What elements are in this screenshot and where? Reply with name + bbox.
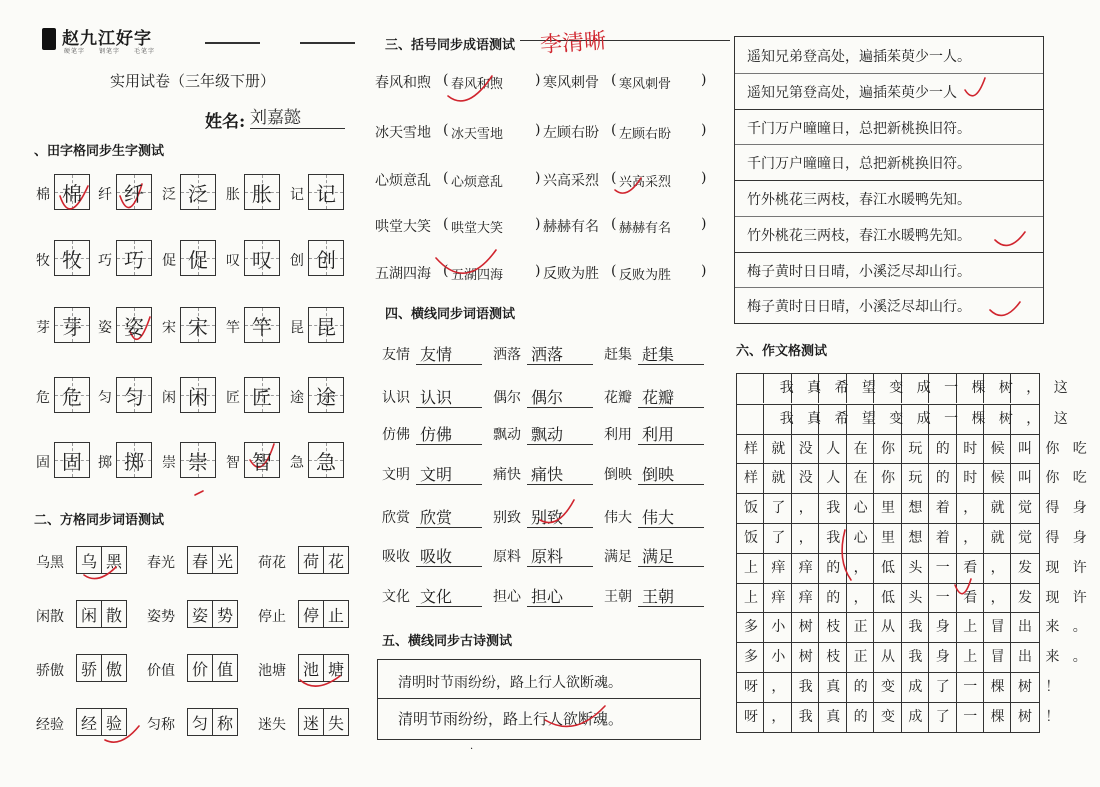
printed-word: 利用 (604, 427, 632, 443)
handwritten-idiom[interactable]: 冰天雪地 (451, 127, 504, 142)
poem-printed-line: 清明时节雨纷纷，路上行人欲断魂。 (398, 675, 622, 691)
fangge-cell: 光 (212, 546, 238, 574)
handwritten-word[interactable]: 别致 (531, 508, 564, 527)
tianzige-box[interactable] (54, 307, 90, 343)
handwritten-idiom[interactable]: 赫赫有名 (619, 221, 672, 236)
left-paren: ( (611, 170, 617, 186)
red-check-mark (436, 250, 496, 273)
left-paren: ( (443, 216, 449, 232)
fangge-cell: 春 (187, 546, 213, 574)
printed-char: 昆 (290, 320, 304, 336)
right-paren: ) (701, 122, 707, 138)
page-mark: · (470, 744, 474, 755)
composition-written-text: 多小树枝正从我身上冒出来。 (744, 649, 1100, 666)
printed-idiom: 春风和煦 (375, 75, 431, 91)
printed-char: 牧 (36, 253, 50, 269)
handwritten-idiom[interactable]: 哄堂大笑 (451, 221, 504, 236)
printed-idiom: 冰天雪地 (375, 125, 431, 141)
handwritten-word[interactable]: 倒映 (642, 465, 675, 484)
composition-printed-text: 饭了，我心里想着，就觉得身 (744, 500, 1100, 517)
handwritten-char: 叹 (252, 247, 272, 272)
printed-char: 危 (36, 390, 50, 406)
handwritten-char: 掷 (124, 449, 144, 474)
red-check-mark (995, 232, 1025, 245)
tianzige-box[interactable] (180, 377, 216, 413)
handwritten-char: 匠 (252, 384, 272, 409)
handwritten-word[interactable]: 仿佛 (420, 425, 453, 444)
handwritten-char: 牧 (62, 247, 82, 272)
tianzige-box[interactable] (180, 240, 216, 276)
tianzige-box[interactable] (308, 240, 344, 276)
printed-char: 急 (290, 455, 304, 471)
handwritten-idiom[interactable]: 兴高采烈 (619, 175, 672, 190)
handwritten-char: 崇 (188, 449, 208, 474)
handwritten-char: 固 (62, 449, 82, 474)
fangge-cell: 称 (212, 708, 238, 736)
tianzige-box[interactable] (54, 174, 90, 210)
composition-printed-text: 上痒痒的，低头一看，发现许 (744, 559, 1100, 576)
handwritten-word[interactable]: 伟大 (642, 508, 675, 527)
printed-word: 满足 (604, 549, 632, 565)
handwritten-char: 姿 (124, 314, 144, 339)
tianzige-box[interactable] (180, 307, 216, 343)
fangge-cell: 失 (323, 708, 349, 736)
left-paren: ( (611, 122, 617, 138)
right-paren: ) (701, 216, 707, 232)
composition-printed-text: 呀，我真的变成了一棵树！ (744, 679, 1073, 695)
handwritten-idiom[interactable]: 寒风刺骨 (619, 77, 672, 92)
brand-name: 赵九江好字 (62, 29, 152, 49)
printed-word: 痛快 (493, 467, 521, 483)
fangge-cell: 池 (298, 654, 324, 682)
fangge-cell: 停 (298, 600, 324, 628)
fangge-cell: 散 (101, 600, 127, 628)
handwritten-idiom[interactable]: 五湖四海 (451, 268, 504, 283)
printed-char: 胀 (226, 187, 240, 203)
right-paren: ) (535, 122, 541, 138)
poem-printed-line: 梅子黄时日日晴，小溪泛尽却山行。 (747, 263, 971, 280)
tianzige-box[interactable] (308, 174, 344, 210)
poem-printed-line: 竹外桃花三两枝，春江水暖鸭先知。 (747, 192, 971, 208)
handwritten-idiom[interactable]: 春风和煦 (451, 77, 504, 92)
handwritten-word[interactable]: 洒落 (531, 345, 564, 364)
printed-word: 乌黑 (36, 555, 64, 571)
handwritten-char: 创 (316, 247, 336, 272)
composition-printed-text: 多小树枝正从我身上冒出来。 (744, 619, 1100, 636)
fangge-cell: 骄 (76, 654, 102, 682)
handwritten-word[interactable]: 飘动 (531, 425, 564, 444)
printed-word: 别致 (493, 510, 521, 526)
poem-written-line[interactable]: 竹外桃花三两枝，春江水暖鸭先知。 (747, 227, 971, 244)
printed-char: 匠 (226, 390, 240, 406)
handwritten-word[interactable]: 王朝 (642, 587, 675, 606)
printed-idiom: 赫赫有名 (543, 219, 599, 235)
printed-char: 匀 (98, 390, 112, 406)
printed-char: 棉 (36, 187, 50, 203)
tianzige-box[interactable] (116, 377, 152, 413)
tianzige-box[interactable] (54, 377, 90, 413)
red-check-mark (84, 567, 116, 579)
printed-idiom: 兴高采烈 (543, 173, 599, 189)
printed-word: 欣赏 (382, 510, 410, 526)
section-6-title: 六、作文格测试 (736, 344, 828, 359)
red-check-mark (842, 530, 851, 580)
printed-char: 促 (162, 253, 176, 269)
handwritten-char: 昆 (316, 314, 336, 339)
composition-written-text: 上痒痒的，低头一看，发现许 (744, 589, 1100, 606)
handwritten-idiom[interactable]: 心烦意乱 (451, 175, 504, 190)
fangge-cell: 价 (187, 654, 213, 682)
printed-word: 倒映 (604, 467, 632, 483)
fangge-cell: 迷 (298, 708, 324, 736)
right-paren: ) (701, 263, 707, 279)
handwritten-word[interactable]: 欣赏 (420, 508, 453, 527)
right-paren: ) (535, 263, 541, 279)
composition-written-text: 样就没人在你玩的时候叫你吃 (744, 470, 1100, 487)
tianzige-box[interactable] (244, 377, 280, 413)
handwritten-char: 泛 (188, 181, 208, 206)
section-3-title: 三、括号同步成语测试 (385, 38, 516, 53)
tianzige-box[interactable] (244, 240, 280, 276)
section-2-title: 二、方格同步词语测试 (34, 513, 165, 528)
printed-word: 飘动 (493, 427, 521, 443)
poem-written-line[interactable]: 千门万户曈曈日，总把新桃换旧符。 (747, 156, 971, 173)
red-check-mark (540, 500, 574, 523)
red-check-mark (990, 302, 1020, 315)
printed-word: 认识 (382, 390, 410, 406)
printed-word: 匀称 (147, 717, 175, 733)
tianzige-box[interactable] (116, 174, 152, 210)
fangge-cell: 傲 (101, 654, 127, 682)
handwritten-char: 途 (316, 384, 336, 409)
printed-word: 伟大 (604, 510, 632, 526)
printed-char: 泛 (162, 187, 176, 203)
poem-written-line[interactable]: 清明节雨纷纷，路上行人欲断魂。 (398, 710, 624, 728)
tianzige-box[interactable] (244, 442, 280, 478)
tianzige-box[interactable] (244, 174, 280, 210)
printed-char: 崇 (162, 455, 176, 471)
fangge-cell: 验 (101, 708, 127, 736)
printed-word: 花瓣 (604, 390, 632, 406)
printed-idiom: 心烦意乱 (375, 173, 431, 189)
tianzige-box[interactable] (180, 442, 216, 478)
printed-idiom: 五湖四海 (375, 266, 431, 282)
printed-char: 创 (290, 253, 304, 269)
left-paren: ( (611, 216, 617, 232)
fangge-cell: 塘 (323, 654, 349, 682)
handwritten-char: 芽 (62, 314, 82, 339)
tianzige-box[interactable] (116, 442, 152, 478)
left-paren: ( (443, 122, 449, 138)
red-check-mark (615, 178, 641, 193)
handwritten-word[interactable]: 满足 (642, 547, 675, 566)
red-check-mark (955, 579, 971, 594)
handwritten-char: 促 (188, 247, 208, 272)
red-check-mark (195, 491, 203, 495)
tianzige-box[interactable] (308, 377, 344, 413)
left-paren: ( (611, 72, 617, 88)
tianzige-box[interactable] (308, 307, 344, 343)
tianzige-box[interactable] (308, 442, 344, 478)
printed-word: 担心 (493, 589, 521, 605)
printed-idiom: 左顾右盼 (543, 125, 599, 141)
handwritten-word[interactable]: 认识 (420, 388, 453, 407)
name-field[interactable]: 刘嘉懿 (250, 103, 345, 129)
checker-signature: 李清晰 (539, 28, 607, 59)
printed-char: 记 (290, 187, 304, 203)
printed-word: 停止 (258, 609, 286, 625)
handwritten-word[interactable]: 痛快 (531, 465, 564, 484)
poem-written-line[interactable]: 梅子黄时日日晴，小溪泛尽却山行。 (747, 299, 971, 316)
red-check-mark (545, 706, 605, 726)
printed-char: 途 (290, 390, 304, 406)
printed-idiom: 寒风刺骨 (543, 75, 599, 91)
printed-idiom: 哄堂大笑 (375, 219, 431, 235)
red-check-mark (965, 78, 985, 96)
tianzige-box[interactable] (54, 442, 90, 478)
handwritten-char: 竿 (252, 314, 272, 339)
handwritten-char: 智 (252, 449, 272, 474)
printed-word: 友情 (382, 347, 410, 363)
composition-written-text: 饭了，我心里想着，就觉得身 (744, 530, 1100, 546)
fangge-cell: 闲 (76, 600, 102, 628)
printed-word: 偶尔 (493, 390, 521, 406)
handwritten-word[interactable]: 花瓣 (642, 388, 675, 407)
right-paren: ) (535, 170, 541, 186)
name-label: 姓名: (205, 112, 246, 132)
fangge-cell: 经 (76, 708, 102, 736)
red-check-mark (105, 726, 139, 742)
printed-char: 固 (36, 455, 50, 471)
left-paren: ( (443, 170, 449, 186)
printed-word: 吸收 (382, 549, 410, 565)
fangge-cell: 乌 (76, 546, 102, 574)
handwritten-word[interactable]: 担心 (531, 587, 564, 606)
handwritten-word[interactable]: 友情 (420, 345, 453, 364)
fangge-cell: 匀 (187, 708, 213, 736)
printed-word: 荷花 (258, 555, 286, 571)
handwritten-char: 纤 (124, 181, 144, 206)
composition-printed-text: 样就没人在你玩的时候叫你吃 (744, 440, 1100, 457)
tianzige-box[interactable] (116, 307, 152, 343)
handwritten-word[interactable]: 偶尔 (531, 388, 564, 407)
printed-char: 芽 (36, 320, 50, 336)
handwritten-char: 胀 (252, 181, 272, 206)
handwritten-char: 危 (62, 384, 82, 409)
printed-char: 掷 (98, 455, 112, 471)
printed-char: 竿 (226, 320, 240, 336)
handwritten-word[interactable]: 利用 (642, 425, 675, 444)
handwritten-idiom[interactable]: 反败为胜 (619, 268, 672, 283)
printed-char: 巧 (98, 253, 112, 269)
tianzige-box[interactable] (180, 174, 216, 210)
printed-word: 赶集 (604, 347, 632, 363)
handwritten-char: 匀 (124, 384, 144, 409)
fangge-cell: 势 (212, 600, 238, 628)
handwritten-char: 闲 (188, 384, 208, 409)
tianzige-box[interactable] (244, 307, 280, 343)
red-check-mark (448, 76, 492, 101)
section-1-title: 、田字格同步生字测试 (34, 144, 165, 159)
printed-word: 池塘 (258, 663, 286, 679)
composition-written-text: 我真希望变成一棵树，这 (744, 410, 1082, 427)
handwritten-char: 宋 (188, 314, 208, 339)
section-5-title: 五、横线同步古诗测试 (382, 634, 513, 649)
right-paren: ) (535, 72, 541, 88)
printed-word: 姿势 (147, 609, 175, 625)
handwritten-word[interactable]: 文明 (420, 465, 453, 484)
printed-char: 纤 (98, 187, 112, 203)
composition-printed-text: 我真希望变成一棵树，这 (744, 380, 1082, 396)
printed-word: 仿佛 (382, 427, 410, 443)
printed-word: 文化 (382, 589, 410, 605)
poem-written-line[interactable]: 遥知兄第登高处，遍插茱萸少一人 (747, 84, 957, 101)
poem-printed-line: 千门万户曈曈日，总把新桃换旧符。 (747, 120, 971, 137)
printed-word: 文明 (382, 467, 410, 483)
handwritten-char: 巧 (124, 247, 144, 272)
brand-tags: 硬笔字 钢笔字 毛笔字 (64, 48, 156, 55)
handwritten-char: 记 (316, 181, 336, 206)
page-title: 实用试卷（三年级下册） (110, 72, 276, 90)
printed-word: 迷失 (258, 717, 286, 733)
printed-char: 宋 (162, 320, 176, 336)
printed-word: 闲散 (36, 609, 64, 625)
printed-word: 王朝 (604, 589, 632, 605)
red-check-mark (300, 676, 340, 686)
printed-word: 洒落 (493, 347, 521, 363)
right-paren: ) (701, 72, 707, 88)
printed-word: 价值 (147, 663, 175, 679)
handwritten-word[interactable]: 赶集 (642, 345, 675, 364)
fangge-cell: 黑 (101, 546, 127, 574)
printed-word: 经验 (36, 717, 64, 733)
printed-char: 闲 (162, 390, 176, 406)
printed-word: 原料 (493, 549, 521, 565)
printed-word: 春光 (147, 555, 175, 571)
tianzige-box[interactable] (54, 240, 90, 276)
printed-word: 骄傲 (36, 663, 64, 679)
right-paren: ) (701, 170, 707, 186)
printed-idiom: 反败为胜 (543, 266, 599, 282)
fangge-cell: 值 (212, 654, 238, 682)
printed-char: 智 (226, 455, 240, 471)
printed-char: 姿 (98, 320, 112, 336)
handwritten-word[interactable]: 原料 (531, 547, 564, 566)
handwritten-idiom[interactable]: 左顾右盼 (619, 127, 672, 142)
fangge-cell: 姿 (187, 600, 213, 628)
fangge-cell: 止 (323, 600, 349, 628)
composition-written-text: 呀，我真的变成了一棵树！ (744, 708, 1073, 725)
left-paren: ( (443, 263, 449, 279)
handwritten-word[interactable]: 吸收 (420, 547, 453, 566)
handwritten-char: 急 (316, 449, 336, 474)
handwritten-word[interactable]: 文化 (420, 587, 453, 606)
tianzige-box[interactable] (116, 240, 152, 276)
printed-char: 叹 (226, 253, 240, 269)
fangge-cell: 花 (323, 546, 349, 574)
poem-printed-line: 遥知兄弟登高处，遍插茱萸少一人。 (747, 49, 971, 65)
section-4-title: 四、横线同步词语测试 (385, 307, 516, 322)
left-paren: ( (443, 72, 449, 88)
right-paren: ) (535, 216, 541, 232)
fangge-cell: 荷 (298, 546, 324, 574)
left-paren: ( (611, 263, 617, 279)
handwritten-char: 棉 (62, 181, 82, 206)
